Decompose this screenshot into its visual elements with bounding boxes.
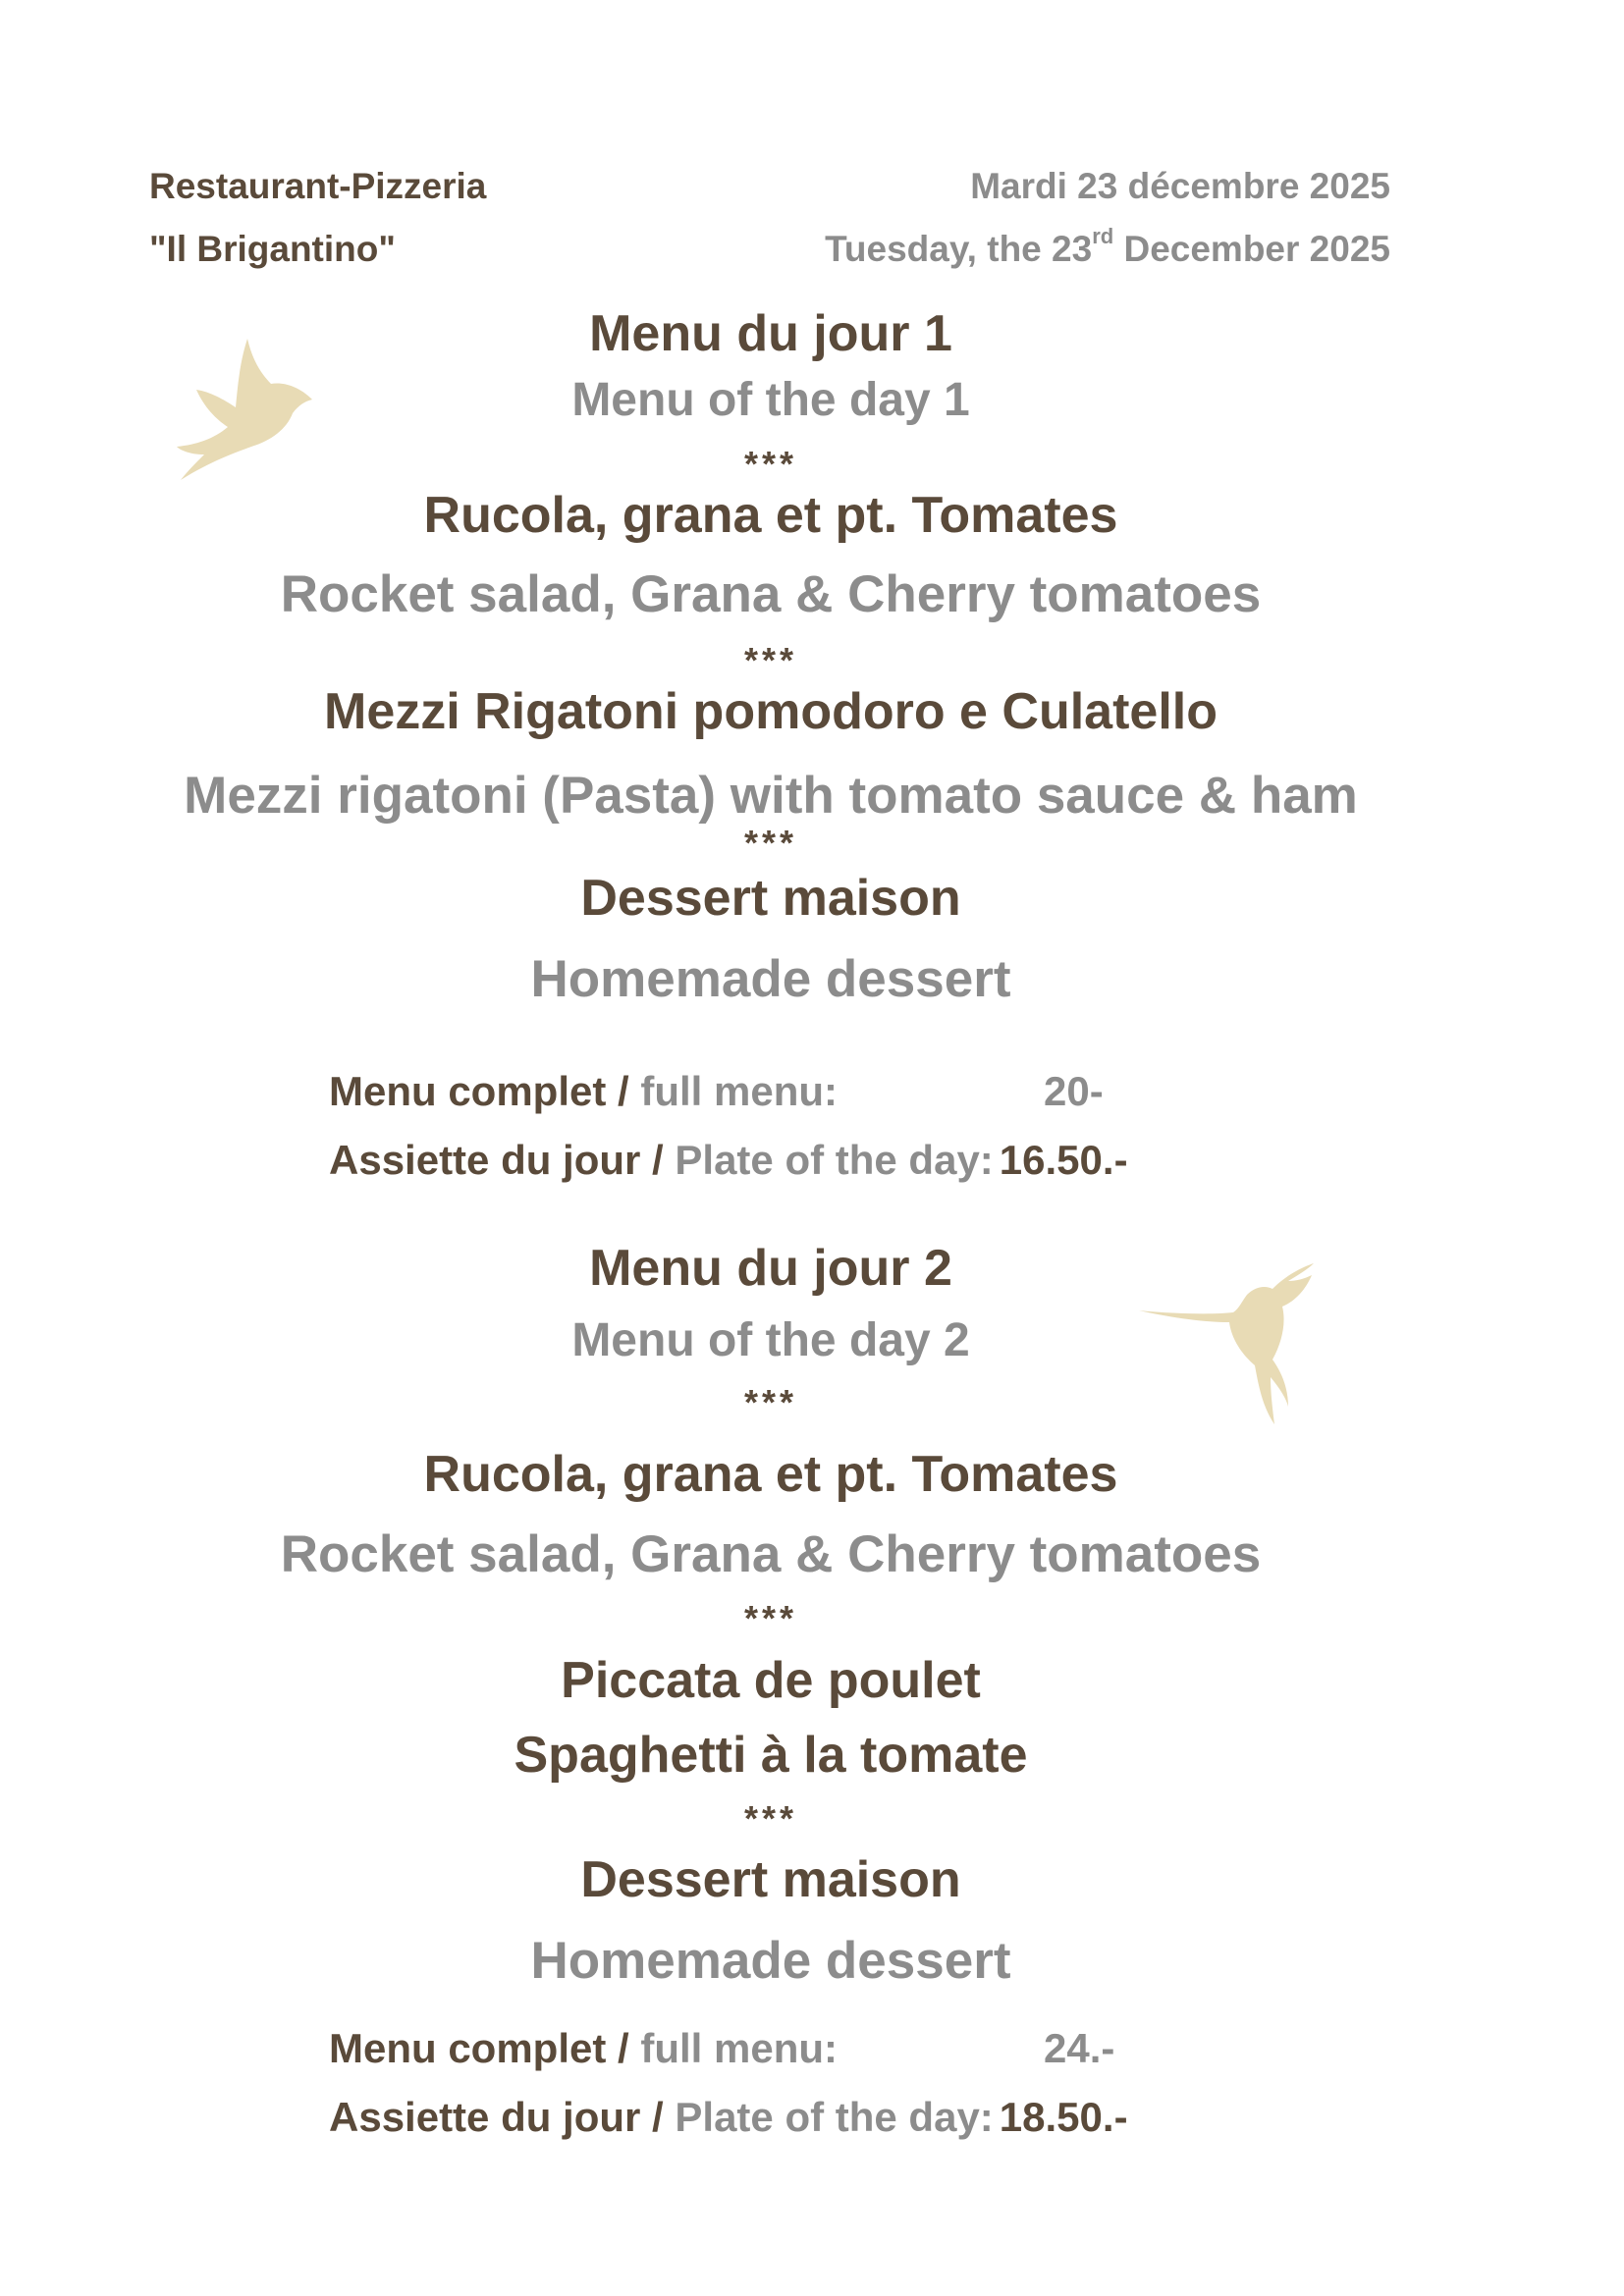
menu2-main-fr-line1: Piccata de poulet (561, 1652, 981, 1709)
menu1-starter-fr: Rucola, grana et pt. Tomates (423, 487, 1118, 544)
menu1-starter-en: Rocket salad, Grana & Cherry tomatoes (280, 565, 1262, 623)
separator: *** (743, 1382, 798, 1422)
menu2-full-price: 24.- (1044, 2025, 1115, 2071)
menu1-full-price: 20- (1044, 1068, 1104, 1114)
date-block (825, 155, 1390, 281)
restaurant-line2: "Il Brigantino" (149, 229, 396, 269)
menu1-plate-price-row: Assiette du jour / Plate of the day: 16.50.- (329, 1137, 1128, 1183)
menu2-dessert-fr: Dessert maison (580, 1851, 961, 1908)
restaurant-name (149, 155, 486, 281)
menu1-title-fr: Menu du jour 1 (589, 305, 952, 362)
separator: *** (743, 444, 798, 484)
menu2-dessert-en: Homemade dessert (530, 1932, 1011, 1990)
date-english: Tuesday, the 23rd December 2025 (825, 224, 1390, 269)
menu2-plate-price-row: Assiette du jour / Plate of the day: 18.50.- (329, 2094, 1128, 2140)
menu2-full-price-row: Menu complet / full menu: 24.- (329, 2025, 1115, 2071)
menu1-main-fr: Mezzi Rigatoni pomodoro e Culatello (324, 683, 1218, 740)
separator: *** (743, 640, 798, 680)
menu2-main-fr-line2: Spaghetti à la tomate (514, 1727, 1028, 1784)
menu1-dessert-en: Homemade dessert (530, 950, 1011, 1008)
menu2-title-fr: Menu du jour 2 (589, 1240, 952, 1297)
menu1-title-en: Menu of the day 1 (571, 374, 970, 426)
menu1-main-en: Mezzi rigatoni (Pasta) with tomato sauce & ham (184, 767, 1358, 825)
date-french: Mardi 23 décembre 2025 (970, 166, 1390, 206)
menu1-full-price-row: Menu complet / full menu: 20- (329, 1068, 1104, 1114)
separator: *** (743, 1598, 798, 1638)
menu2-title-en: Menu of the day 2 (571, 1314, 970, 1366)
separator: *** (743, 1798, 798, 1839)
menu2-starter-en: Rocket salad, Grana & Cherry tomatoes (280, 1525, 1262, 1583)
restaurant-line1: Restaurant-Pizzeria (149, 166, 487, 206)
separator: *** (743, 823, 798, 863)
menu2-starter-fr: Rucola, grana et pt. Tomates (423, 1446, 1118, 1503)
menu2-plate-price: 18.50.- (999, 2094, 1128, 2140)
menu1-dessert-fr: Dessert maison (580, 870, 961, 927)
menu1-plate-price: 16.50.- (999, 1137, 1128, 1183)
